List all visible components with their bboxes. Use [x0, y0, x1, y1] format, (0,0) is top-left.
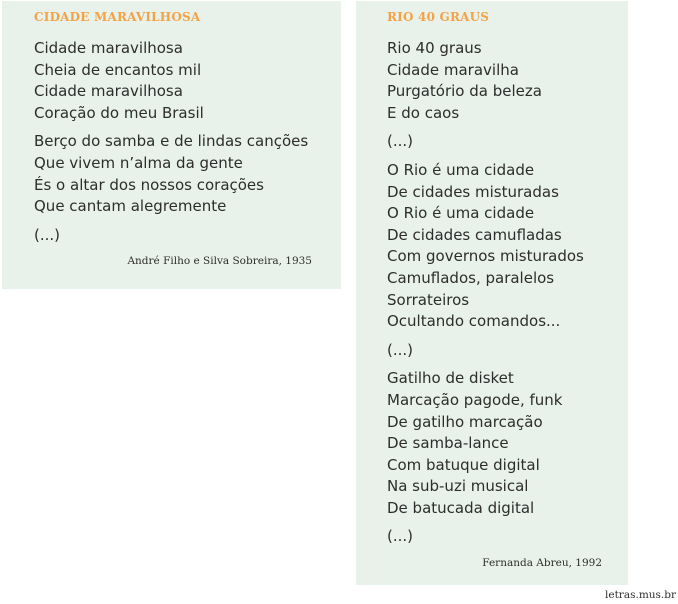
poem-line: De batucada digital: [387, 498, 535, 517]
stanza: [34, 225, 309, 247]
poem-line: De cidades camufladas: [387, 225, 562, 244]
poem-credit: André Filho e Silva Sobreira, 1935: [127, 255, 312, 268]
poem-line: Sorrateiros: [387, 290, 470, 309]
poem-line: (...): [34, 225, 61, 244]
poem-line: De samba-lance: [387, 434, 509, 453]
poem-card-rio-40-graus: [356, 1, 628, 585]
poem-line: Gatilho de disket: [387, 369, 514, 388]
poem-line: Cidade maravilhosa: [34, 82, 183, 101]
poem-line: Ocultando comandos...: [387, 312, 561, 331]
poem-line: Rio 40 graus: [387, 39, 482, 57]
source-caption: letras.mus.br: [605, 589, 676, 601]
stanza: [387, 160, 602, 333]
poem-title: RIO 40 GRAUS: [387, 10, 490, 24]
stanza: [387, 38, 602, 124]
poem-card-cidade-maravilhosa: [2, 1, 341, 289]
stanza: [387, 526, 602, 548]
stanza: [387, 131, 602, 153]
poem-title: CIDADE MARAVILHOSA: [34, 10, 201, 24]
poem-line: Com governos misturados: [387, 247, 584, 266]
poem-line: Cidade maravilha: [387, 60, 519, 79]
poem-line: (...): [387, 132, 414, 151]
poem-line: Cheia de encantos mil: [34, 60, 202, 79]
poem-line: (...): [387, 340, 414, 359]
poem-line: Coração do meu Brasil: [34, 103, 204, 122]
stanza: [34, 131, 309, 217]
poem-line: (...): [387, 527, 414, 546]
poem-line: Que cantam alegremente: [34, 197, 227, 216]
poem-line: De cidades misturadas: [387, 182, 559, 201]
poem-line: És o altar dos nossos corações: [34, 175, 264, 194]
poem-line: Que vivem n’alma da gente: [34, 153, 243, 172]
poem-line: Berço do samba e de lindas canções: [34, 132, 309, 151]
poem-line: Com batuque digital: [387, 455, 540, 474]
poem-line: E do caos: [387, 103, 460, 122]
poem-line: Cidade maravilhosa: [34, 39, 183, 57]
poem-line: De gatilho marcação: [387, 412, 543, 431]
poem-line: Na sub-uzi musical: [387, 477, 529, 496]
stanza: [34, 38, 309, 124]
poem-body: [387, 38, 602, 548]
poem-line: Purgatório da beleza: [387, 82, 542, 101]
poem-credit: Fernanda Abreu, 1992: [482, 557, 602, 570]
poem-line: O Rio é uma cidade: [387, 160, 535, 179]
stanza: [387, 340, 602, 362]
poem-body: [34, 38, 309, 246]
stanza: [387, 368, 602, 519]
poem-line: Camuflados, paralelos: [387, 268, 555, 287]
poem-line: O Rio é uma cidade: [387, 204, 535, 223]
poem-line: Marcação pagode, funk: [387, 390, 563, 409]
